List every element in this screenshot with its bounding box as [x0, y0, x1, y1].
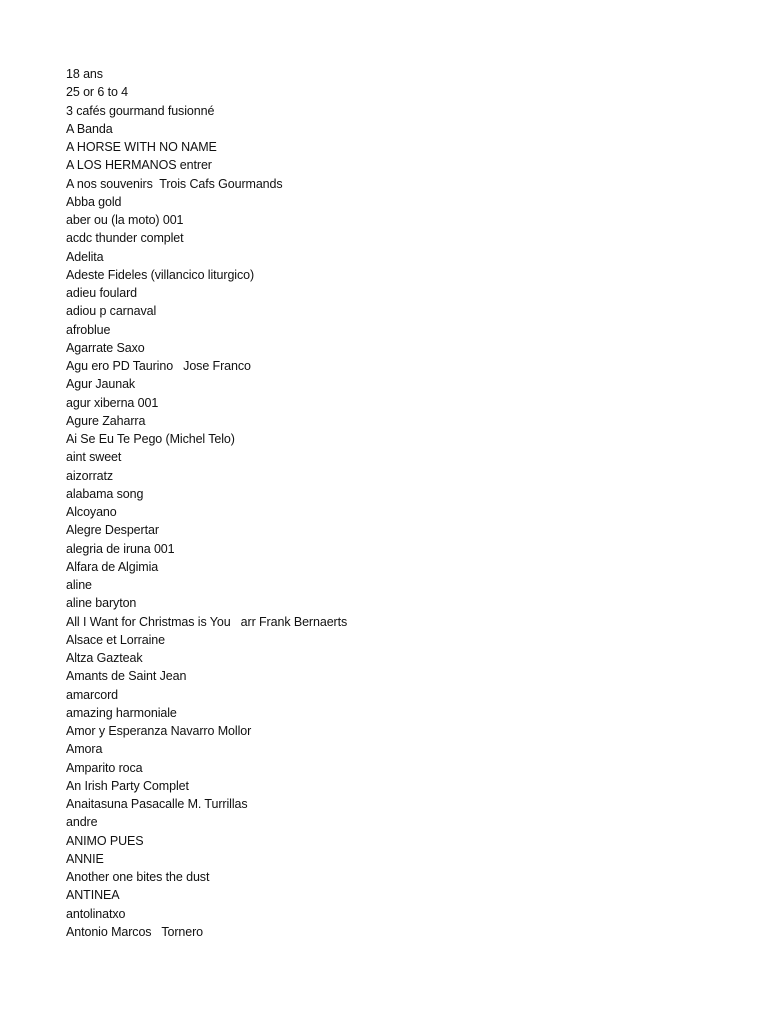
list-item: Adelita: [66, 249, 104, 264]
list-item: Amora: [66, 742, 103, 757]
list-item: alegria de iruna 001: [66, 541, 175, 556]
list-item: afroblue: [66, 322, 111, 337]
list-item: ANNIE: [66, 851, 104, 866]
list-item: Adeste Fideles (villancico liturgico): [66, 267, 255, 282]
list-item: Antonio Marcos Tornero: [66, 924, 204, 939]
list-item: aber ou (la moto) 001: [66, 213, 184, 227]
list-item: acdc thunder complet: [66, 231, 184, 246]
list-item: adiou p carnaval: [66, 304, 157, 319]
list-item: Alfara de Algimia: [66, 559, 159, 574]
list-item: ANTINEA: [66, 888, 120, 903]
list-item: An Irish Party Complet: [66, 778, 189, 793]
list-item: A nos souvenirs Trois Cafs Gourmands: [66, 176, 283, 191]
list-item: Alsace et Lorraine: [66, 632, 165, 647]
list-item: antolinatxo: [66, 906, 126, 921]
list-item: 3 cafés gourmand fusionné: [66, 103, 215, 118]
list-item: Agu ero PD Taurino Jose Franco: [66, 359, 251, 373]
list-item: andre: [66, 815, 98, 830]
list-item: aizorratz: [66, 468, 114, 483]
list-item: A Banda: [66, 121, 113, 136]
list-item: Alegre Despertar: [66, 523, 159, 538]
list-item: agur xiberna 001: [66, 395, 159, 410]
list-item: Altza Gazteak: [66, 651, 143, 665]
list-item: Anaitasuna Pasacalle M. Turrillas: [66, 797, 248, 811]
list-item: aline baryton: [66, 596, 137, 611]
list-item: Amparito roca: [66, 760, 143, 775]
list-item: A LOS HERMANOS entrer: [66, 158, 212, 173]
list-item: Amants de Saint Jean: [66, 669, 187, 684]
list-item: aline: [66, 578, 92, 592]
list-item: Alcoyano: [66, 505, 117, 519]
list-item: 18 ans: [66, 67, 103, 81]
list-item: aint sweet: [66, 450, 122, 465]
list-item: 25 or 6 to 4: [66, 85, 129, 100]
list-item: alabama song: [66, 486, 144, 501]
list-item: A HORSE WITH NO NAME: [66, 140, 217, 154]
list-item: Agur Jaunak: [66, 377, 136, 392]
list-item: amarcord: [66, 687, 118, 702]
song-title-list: [66, 65, 347, 941]
list-item: Agarrate Saxo: [66, 340, 145, 355]
list-item: Agure Zaharra: [66, 413, 146, 428]
list-item: ANIMO PUES: [66, 833, 144, 848]
list-item: Abba gold: [66, 194, 122, 209]
list-item: adieu foulard: [66, 286, 137, 300]
list-item: All I Want for Christmas is You arr Frank Bernaerts: [66, 614, 348, 629]
list-item: amazing harmoniale: [66, 705, 177, 720]
list-item: Another one bites the dust: [66, 870, 210, 884]
list-item: Amor y Esperanza Navarro Mollor: [66, 724, 252, 738]
list-item: Ai Se Eu Te Pego (Michel Telo): [66, 432, 235, 446]
